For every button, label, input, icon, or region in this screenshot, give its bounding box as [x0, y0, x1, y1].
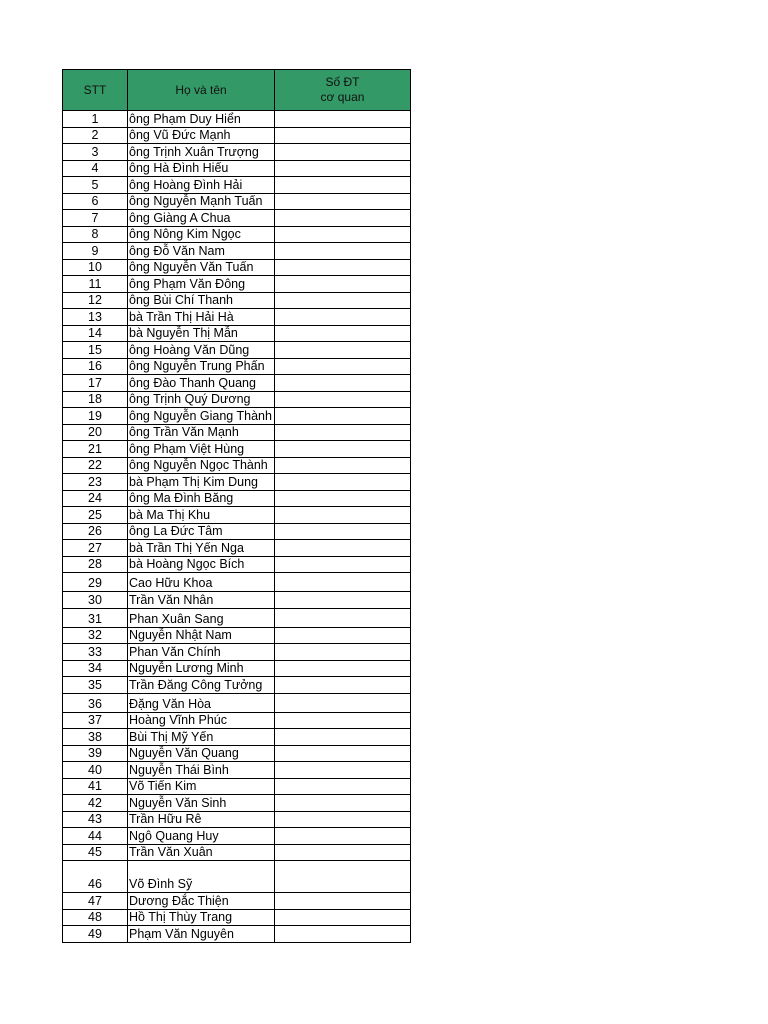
stt-cell: 21	[63, 441, 128, 458]
table-row	[63, 424, 411, 441]
name-cell: ông Trần Văn Mạnh	[128, 424, 275, 441]
table-row	[63, 259, 411, 276]
stt-cell: 31	[63, 608, 128, 627]
phone-cell	[275, 226, 411, 243]
stt-cell: 39	[63, 745, 128, 762]
stt-cell: 46	[63, 861, 128, 893]
name-cell: Đặng Văn Hòa	[128, 693, 275, 712]
name-cell: ông Phạm Văn Đông	[128, 276, 275, 293]
stt-cell: 18	[63, 391, 128, 408]
phone-cell	[275, 243, 411, 260]
stt-cell: 8	[63, 226, 128, 243]
phone-cell	[275, 210, 411, 227]
name-cell: Võ Tiến Kim	[128, 778, 275, 795]
stt-cell: 49	[63, 926, 128, 943]
name-cell: Cao Hữu Khoa	[128, 573, 275, 592]
name-cell: Nguyễn Văn Sinh	[128, 795, 275, 812]
name-cell: bà Hoàng Ngọc Bích	[128, 556, 275, 573]
table-row	[63, 523, 411, 540]
table-row	[63, 556, 411, 573]
phone-cell	[275, 861, 411, 893]
phone-cell	[275, 177, 411, 194]
stt-cell: 23	[63, 474, 128, 491]
table-row	[63, 795, 411, 812]
stt-cell: 30	[63, 592, 128, 609]
table-row	[63, 474, 411, 491]
table-row	[63, 325, 411, 342]
table-row	[63, 909, 411, 926]
table-row	[63, 811, 411, 828]
phone-cell	[275, 276, 411, 293]
phone-cell	[275, 441, 411, 458]
phone-cell	[275, 309, 411, 326]
name-cell: ông Hoàng Đình Hải	[128, 177, 275, 194]
name-cell: ông Trịnh Quý Dương	[128, 391, 275, 408]
phone-cell	[275, 828, 411, 845]
phone-cell	[275, 325, 411, 342]
table-row	[63, 144, 411, 161]
header-name: Họ và tên	[128, 70, 275, 111]
phone-cell	[275, 660, 411, 677]
stt-cell: 12	[63, 292, 128, 309]
name-cell: ông Trịnh Xuân Trượng	[128, 144, 275, 161]
name-cell: ông Giàng A Chua	[128, 210, 275, 227]
stt-cell: 14	[63, 325, 128, 342]
stt-cell: 3	[63, 144, 128, 161]
stt-cell: 19	[63, 408, 128, 425]
stt-cell: 15	[63, 342, 128, 359]
table-row	[63, 729, 411, 746]
phone-cell	[275, 844, 411, 861]
header-stt: STT	[63, 70, 128, 111]
name-cell: ông Phạm Việt Hùng	[128, 441, 275, 458]
stt-cell: 1	[63, 111, 128, 128]
phone-cell	[275, 193, 411, 210]
stt-cell: 48	[63, 909, 128, 926]
phone-cell	[275, 127, 411, 144]
stt-cell: 27	[63, 540, 128, 557]
phone-cell	[275, 457, 411, 474]
table-row	[63, 693, 411, 712]
name-cell: ông Nông Kim Ngọc	[128, 226, 275, 243]
contact-table	[62, 69, 411, 943]
table-row	[63, 226, 411, 243]
table-row	[63, 375, 411, 392]
table-row	[63, 828, 411, 845]
name-cell: Nguyễn Văn Quang	[128, 745, 275, 762]
stt-cell: 38	[63, 729, 128, 746]
name-cell: ông Nguyễn Ngọc Thành	[128, 457, 275, 474]
phone-cell	[275, 608, 411, 627]
name-cell: ông Nguyễn Trung Phấn	[128, 358, 275, 375]
stt-cell: 25	[63, 507, 128, 524]
phone-cell	[275, 523, 411, 540]
name-cell: Nguyễn Thái Bình	[128, 762, 275, 779]
phone-cell	[275, 909, 411, 926]
table-row	[63, 644, 411, 661]
table-row	[63, 762, 411, 779]
name-cell: Dương Đắc Thiện	[128, 893, 275, 910]
phone-cell	[275, 745, 411, 762]
name-cell: ông Ma Đình Băng	[128, 490, 275, 507]
phone-cell	[275, 160, 411, 177]
stt-cell: 20	[63, 424, 128, 441]
stt-cell: 2	[63, 127, 128, 144]
table-row	[63, 660, 411, 677]
phone-cell	[275, 474, 411, 491]
stt-cell: 22	[63, 457, 128, 474]
stt-cell: 37	[63, 712, 128, 729]
stt-cell: 13	[63, 309, 128, 326]
name-cell: Nguyễn Nhật Nam	[128, 627, 275, 644]
name-cell: ông Hà Đình Hiếu	[128, 160, 275, 177]
table-row	[63, 893, 411, 910]
table-row	[63, 778, 411, 795]
stt-cell: 7	[63, 210, 128, 227]
phone-cell	[275, 375, 411, 392]
table-row	[63, 243, 411, 260]
table-body	[63, 111, 411, 943]
table-row	[63, 507, 411, 524]
phone-cell	[275, 762, 411, 779]
table-row	[63, 391, 411, 408]
name-cell: Phạm Văn Nguyên	[128, 926, 275, 943]
table-row	[63, 627, 411, 644]
table-row	[63, 457, 411, 474]
name-cell: Ngô Quang Huy	[128, 828, 275, 845]
table-row	[63, 926, 411, 943]
header-phone-line1: Số ĐT	[325, 75, 360, 89]
table-row	[63, 677, 411, 694]
table-row	[63, 408, 411, 425]
stt-cell: 43	[63, 811, 128, 828]
table-row	[63, 573, 411, 592]
table-row	[63, 540, 411, 557]
table-row	[63, 608, 411, 627]
stt-cell: 4	[63, 160, 128, 177]
name-cell: ông Nguyễn Mạnh Tuấn	[128, 193, 275, 210]
header-row	[63, 70, 411, 111]
stt-cell: 10	[63, 259, 128, 276]
name-cell: ông Vũ Đức Mạnh	[128, 127, 275, 144]
stt-cell: 11	[63, 276, 128, 293]
phone-cell	[275, 795, 411, 812]
phone-cell	[275, 644, 411, 661]
name-cell: bà Nguyễn Thị Mẫn	[128, 325, 275, 342]
stt-cell: 17	[63, 375, 128, 392]
name-cell: Bùi Thị Mỹ Yến	[128, 729, 275, 746]
name-cell: Hoàng Vĩnh Phúc	[128, 712, 275, 729]
table-row	[63, 309, 411, 326]
table-row	[63, 592, 411, 609]
name-cell: ông Nguyễn Giang Thành	[128, 408, 275, 425]
stt-cell: 16	[63, 358, 128, 375]
phone-cell	[275, 540, 411, 557]
phone-cell	[275, 778, 411, 795]
table-row	[63, 193, 411, 210]
table-row	[63, 177, 411, 194]
name-cell: Nguyễn Lương Minh	[128, 660, 275, 677]
name-cell: bà Phạm Thị Kim Dung	[128, 474, 275, 491]
stt-cell: 9	[63, 243, 128, 260]
name-cell: ông Đào Thanh Quang	[128, 375, 275, 392]
table-row	[63, 292, 411, 309]
phone-cell	[275, 627, 411, 644]
name-cell: bà Trần Thị Hải Hà	[128, 309, 275, 326]
phone-cell	[275, 677, 411, 694]
name-cell: ông Nguyễn Văn Tuấn	[128, 259, 275, 276]
stt-cell: 32	[63, 627, 128, 644]
name-cell: Hồ Thị Thùy Trang	[128, 909, 275, 926]
name-cell: ông Hoàng Văn Dũng	[128, 342, 275, 359]
table-row	[63, 712, 411, 729]
phone-cell	[275, 408, 411, 425]
stt-cell: 5	[63, 177, 128, 194]
stt-cell: 26	[63, 523, 128, 540]
stt-cell: 44	[63, 828, 128, 845]
phone-cell	[275, 893, 411, 910]
table-row	[63, 276, 411, 293]
header-phone	[275, 70, 411, 111]
stt-cell: 33	[63, 644, 128, 661]
table-row	[63, 160, 411, 177]
stt-cell: 36	[63, 693, 128, 712]
name-cell: Trần Hữu Rê	[128, 811, 275, 828]
phone-cell	[275, 811, 411, 828]
table-row	[63, 111, 411, 128]
table-row	[63, 358, 411, 375]
phone-cell	[275, 693, 411, 712]
stt-cell: 47	[63, 893, 128, 910]
phone-cell	[275, 592, 411, 609]
name-cell: ông Đỗ Văn Nam	[128, 243, 275, 260]
stt-cell: 24	[63, 490, 128, 507]
phone-cell	[275, 111, 411, 128]
stt-cell: 34	[63, 660, 128, 677]
name-cell: ông Bùi Chí Thanh	[128, 292, 275, 309]
stt-cell: 6	[63, 193, 128, 210]
phone-cell	[275, 712, 411, 729]
name-cell: Phan Xuân Sang	[128, 608, 275, 627]
name-cell: Trần Đăng Công Tưởng	[128, 677, 275, 694]
phone-cell	[275, 292, 411, 309]
table-row	[63, 844, 411, 861]
table-row	[63, 861, 411, 893]
phone-cell	[275, 490, 411, 507]
phone-cell	[275, 259, 411, 276]
name-cell: ông La Đức Tâm	[128, 523, 275, 540]
stt-cell: 42	[63, 795, 128, 812]
header-phone-line2: cơ quan	[320, 90, 365, 104]
stt-cell: 40	[63, 762, 128, 779]
phone-cell	[275, 144, 411, 161]
stt-cell: 45	[63, 844, 128, 861]
phone-cell	[275, 358, 411, 375]
name-cell: Phan Văn Chính	[128, 644, 275, 661]
phone-cell	[275, 342, 411, 359]
phone-cell	[275, 573, 411, 592]
name-cell: Trần Văn Xuân	[128, 844, 275, 861]
table-row	[63, 210, 411, 227]
phone-cell	[275, 391, 411, 408]
table-row	[63, 745, 411, 762]
name-cell: bà Ma Thị Khu	[128, 507, 275, 524]
stt-cell: 29	[63, 573, 128, 592]
stt-cell: 41	[63, 778, 128, 795]
stt-cell: 35	[63, 677, 128, 694]
phone-cell	[275, 507, 411, 524]
table-row	[63, 127, 411, 144]
table-row	[63, 490, 411, 507]
name-cell: ông Phạm Duy Hiển	[128, 111, 275, 128]
phone-cell	[275, 729, 411, 746]
stt-cell: 28	[63, 556, 128, 573]
phone-cell	[275, 926, 411, 943]
name-cell: bà Trần Thị Yến Nga	[128, 540, 275, 557]
phone-cell	[275, 424, 411, 441]
table-row	[63, 441, 411, 458]
phone-cell	[275, 556, 411, 573]
table-row	[63, 342, 411, 359]
name-cell: Trần Văn Nhân	[128, 592, 275, 609]
name-cell: Võ Đình Sỹ	[128, 861, 275, 893]
